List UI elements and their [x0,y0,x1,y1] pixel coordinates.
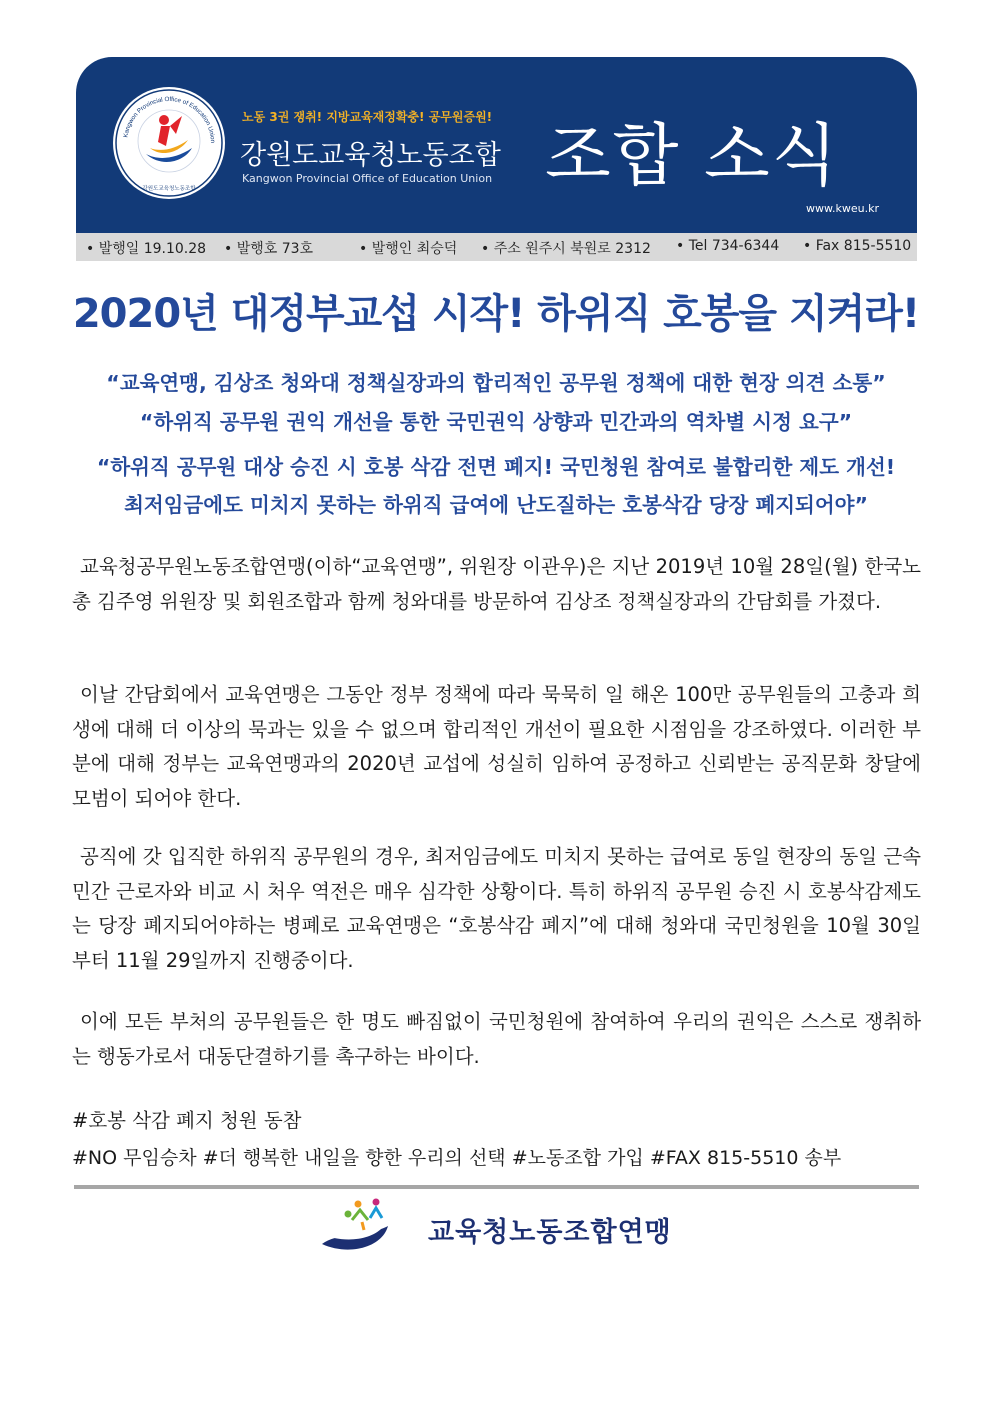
union-slogan: 노동 3권 쟁취! 지방교육재정확충! 공무원증원! [242,110,493,124]
subheadline-3: “하위직 공무원 대상 승진 시 호봉 삭감 전면 폐지! 국민청원 참여로 불합리한 제도 개선! [96,455,896,479]
body-paragraph-4: 이에 모든 부처의 공무원들은 한 명도 빠짐없이 국민청원에 참여하여 우리의 권익은 스스로 쟁취하는 행동가로서 대동단결하기를 촉구하는 바이다. [72,1010,921,1068]
federation-name: 교육청노동조합연맹 [428,1217,672,1248]
publication-info-bar [76,233,917,261]
emblem-ring-text: Kangwon Provincial Office of Education Union [122,95,217,144]
issue-number: • 발행호 73호 [224,241,314,257]
website-link[interactable]: www.kweu.kr [806,202,879,215]
footer-divider [74,1185,919,1189]
emblem-bottom-text: 강원도교육청노동조합 [142,186,196,192]
union-name-korean: 강원도교육청노동조합 [240,140,501,171]
hashtag-line-2: #NO 무임승차 #더 행복한 내일을 향한 우리의 선택 #노동조합 가입 #FAX 815-5510 송부 [72,1147,842,1169]
publisher: • 발행인 최승덕 [359,241,458,257]
article-headline: 2020년 대정부교섭 시작! 하위직 호봉을 지켜라! [72,291,920,337]
union-name-english: Kangwon Provincial Office of Education Union [242,172,493,185]
federation-logo-icon [318,1196,428,1260]
subheadline-1: “교육연맹, 김상조 청와대 정책실장과의 합리적인 공무원 정책에 대한 현장 의견 소통” [106,371,886,395]
body-paragraph-1: 교육청공무원노동조합연맹(이하“교육연맹”, 위원장 이관우)은 지난 2019년 10월 28일(월) 한국노총 김주영 위원장 및 회원조합과 함께 청와대를 방문하여 김상조 정책실장과의 간담회를 가졌다. [72,555,921,613]
telephone: • Tel 734-6344 [676,238,780,254]
address: • 주소 원주시 북원로 2312 [481,241,651,257]
newsletter-title: 조합 소식 [545,117,840,196]
body-paragraph-3: 공직에 갓 입직한 하위직 공무원의 경우, 최저임금에도 미치지 못하는 급여로 동일 현장의 동일 근속 민간 근로자와 비교 시 처우 역전은 매우 심각한 상황이다. 특히 하위직 공무원 승진 시 호봉삭감제도는 당장 폐지되어야하는 병폐로 교육연맹은 “호봉삭감 폐지”에 대해 청와대 국민청원을 10월 30일부터 11월 29일까지 진행중이다. [72,845,921,972]
subheadline-2: “하위직 공무원 권익 개선을 통한 국민권익 상향과 민간과의 역차별 시정 요구” [139,410,853,434]
issue-date: • 발행일 19.10.28 [86,241,207,257]
fax-number: • Fax 815-5510 [803,238,912,254]
subheadline-4: 최저임금에도 미치지 못하는 하위직 급여에 난도질하는 호봉삭감 당장 폐지되어야” [124,493,868,517]
union-emblem-icon [112,86,226,200]
body-paragraph-2: 이날 간담회에서 교육연맹은 그동안 정부 정책에 따라 묵묵히 일 해온 100만 공무원들의 고충과 희생에 대해 더 이상의 묵과는 있을 수 없으며 합리적인 개선이 필요한 시점임을 강조하였다. 이러한 부분에 대해 정부는 교육연맹과의 2020년 교섭에 성실히 임하여 공정하고 신뢰받는 공직문화 창달에 모범이 되어야 한다. [72,683,921,810]
hashtag-line-1: #호봉 삭감 폐지 청원 동참 [72,1109,302,1132]
